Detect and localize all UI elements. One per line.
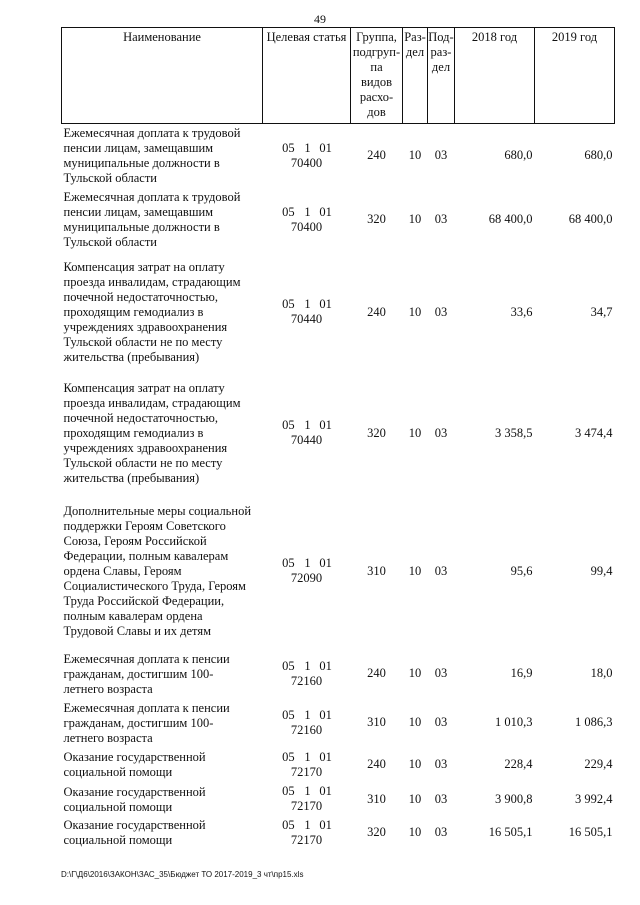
row-name-line: Ежемесячная доплата к пенсии [63, 700, 230, 715]
row-2019: 1 086,3 [575, 715, 613, 729]
code-part: 72170 [290, 799, 323, 813]
table-row [62, 494, 615, 649]
row-name [62, 494, 263, 649]
code-part: 72170 [290, 764, 323, 779]
row-2019: 16 505,1 [568, 825, 613, 839]
row-2019: 680,0 [584, 148, 613, 163]
row-name-line: проезда инвалидам, страдающим [63, 275, 241, 289]
code-part: 70440 [290, 312, 323, 326]
col-header-group-line: подгруп- [352, 45, 401, 59]
row-name-line: пенсии лицам, замещавшим [63, 205, 214, 219]
row-name-line: Трудовой Славы и их детям [63, 624, 211, 638]
row-podrazdel: 03 [434, 666, 448, 680]
row-name-line: социальной помощи [63, 765, 173, 779]
row-name-line: учреждениях здравоохранения [63, 320, 228, 334]
row-name [62, 252, 263, 373]
row-name-line: Союза, Героям Российской [63, 534, 207, 548]
row-2019: 34,7 [590, 304, 613, 319]
row-name-line: Ежемесячная доплата к пенсии [63, 651, 230, 666]
row-name-line: Дополнительные меры социальной [63, 504, 252, 518]
row-target-code [263, 816, 351, 850]
row-razdel: 10 [408, 791, 422, 806]
row-2019: 18,0 [590, 666, 613, 680]
row-name-line: ордена Славы, Героям [63, 564, 182, 578]
row-name [62, 747, 263, 783]
table-row [62, 373, 615, 494]
row-name-line: Ежемесячная доплата к трудовой [63, 190, 241, 204]
row-podrazdel: 03 [434, 757, 448, 771]
budget-table-container [61, 27, 614, 850]
row-name-line: пенсии лицам, замещавшим [63, 141, 214, 156]
row-name-line: Компенсация затрат на оплату [63, 260, 225, 274]
code-part: 01 [319, 556, 332, 570]
row-name-line: Тульской области [63, 171, 157, 186]
code-part: 1 [304, 297, 311, 311]
col-header-razdel [403, 28, 428, 124]
row-name-line: Социалистического Труда, Героям [63, 579, 246, 593]
row-razdel: 10 [408, 715, 422, 729]
row-2019: 3 992,4 [575, 791, 613, 806]
row-razdel: 10 [408, 666, 422, 680]
row-razdel: 10 [408, 757, 422, 771]
code-part: 1 [304, 556, 311, 570]
table-row [62, 816, 615, 850]
col-header-podrazdel-line: дел [431, 60, 451, 74]
row-name-line: летнего возраста [63, 730, 153, 745]
row-name-line: Компенсация затрат на оплату [63, 381, 225, 395]
col-header-razdel-line: дел [405, 45, 425, 59]
code-part: 01 [319, 749, 332, 764]
col-header-group-line: дов [367, 105, 386, 119]
row-target-code [263, 494, 351, 649]
col-header-podrazdel-line: Под- [428, 30, 454, 44]
table-body [62, 124, 615, 850]
table-row [62, 649, 615, 699]
col-header-group-line: расхо- [359, 90, 394, 104]
row-name-line: полным кавалерам ордена [63, 609, 203, 623]
code-part: 01 [319, 784, 332, 798]
code-part: 01 [319, 707, 332, 722]
row-name-line: Труда Российской Федерации, [63, 594, 225, 608]
row-target-code [263, 783, 351, 816]
row-podrazdel: 03 [434, 212, 448, 226]
row-group: 320 [367, 425, 386, 440]
code-part: 70440 [290, 433, 323, 447]
code-part: 1 [304, 784, 311, 798]
row-name-line: проезда инвалидам, страдающим [63, 396, 241, 410]
row-2018: 3 358,5 [495, 425, 533, 440]
col-header-podrazdel [428, 28, 455, 124]
row-group: 310 [367, 563, 386, 578]
row-2018: 95,6 [510, 563, 533, 578]
code-part: 72160 [290, 722, 323, 737]
row-name-line: Тульской области не по месту [63, 456, 223, 470]
code-part: 01 [319, 204, 332, 219]
row-2019: 99,4 [590, 563, 613, 578]
code-part: 05 [282, 817, 295, 832]
code-part: 1 [304, 140, 311, 155]
row-2018: 33,6 [510, 304, 533, 319]
row-podrazdel: 03 [434, 825, 448, 839]
code-part: 05 [282, 658, 295, 673]
row-name-line: муниципальные должности в [63, 220, 220, 234]
row-group: 320 [367, 212, 386, 226]
code-part: 05 [282, 204, 295, 219]
row-group: 310 [367, 715, 386, 729]
row-target-code [263, 747, 351, 783]
row-2019: 68 400,0 [568, 212, 613, 226]
row-group: 240 [367, 148, 386, 163]
row-group: 320 [367, 825, 386, 839]
row-podrazdel: 03 [434, 304, 448, 319]
row-group: 310 [367, 791, 386, 806]
code-part: 05 [282, 556, 295, 570]
table-row [62, 699, 615, 747]
row-2018: 228,4 [504, 757, 533, 771]
col-header-group-line: па [370, 60, 383, 74]
row-razdel: 10 [408, 425, 422, 440]
code-part: 01 [319, 140, 332, 155]
col-header-group-line: Группа, [356, 30, 397, 44]
row-2018: 68 400,0 [488, 212, 533, 226]
row-name-line: Федерации, полным кавалерам [63, 549, 229, 563]
row-name-line: Ежемесячная доплата к трудовой [63, 126, 241, 141]
row-target-code [263, 124, 351, 188]
row-podrazdel: 03 [434, 563, 448, 578]
col-header-2018: 2018 год [455, 28, 535, 124]
row-target-code [263, 373, 351, 494]
code-part: 01 [319, 658, 332, 673]
row-name-line: гражданам, достигшим 100- [63, 666, 214, 681]
code-part: 01 [319, 817, 332, 832]
row-name-line: поддержки Героям Советского [63, 519, 226, 533]
code-part: 72170 [290, 832, 323, 847]
code-part: 05 [282, 707, 295, 722]
row-razdel: 10 [408, 212, 422, 226]
row-razdel: 10 [408, 304, 422, 319]
col-header-razdel-line: Раз- [404, 30, 426, 44]
row-name-line: учреждениях здравоохранения [63, 441, 228, 455]
table-row [62, 124, 615, 188]
row-target-code [263, 699, 351, 747]
table-row [62, 188, 615, 252]
code-part: 72090 [290, 571, 323, 585]
code-part: 70400 [290, 219, 323, 234]
row-2018: 1 010,3 [495, 715, 533, 729]
code-part: 72160 [290, 673, 323, 688]
code-part: 1 [304, 749, 311, 764]
row-2019: 3 474,4 [575, 425, 613, 440]
row-name [62, 816, 263, 850]
row-2019: 229,4 [584, 757, 613, 771]
code-part: 1 [304, 707, 311, 722]
row-podrazdel: 03 [434, 148, 448, 163]
row-name-line: социальной помощи [63, 799, 173, 814]
row-2018: 16,9 [510, 666, 533, 680]
col-header-group-line: видов [360, 75, 393, 89]
row-name-line: Тульской области не по месту [63, 335, 223, 349]
row-name [62, 699, 263, 747]
row-name-line: жительства (пребывания) [63, 350, 200, 364]
row-name-line: летнего возраста [63, 681, 153, 696]
row-name-line: жительства (пребывания) [63, 471, 200, 485]
row-name-line: Оказание государственной [63, 818, 206, 832]
row-target-code [263, 252, 351, 373]
table-header [62, 28, 615, 124]
code-part: 1 [304, 204, 311, 219]
row-podrazdel: 03 [434, 791, 448, 806]
row-razdel: 10 [408, 148, 422, 163]
table-row [62, 747, 615, 783]
row-target-code [263, 649, 351, 699]
row-group: 240 [367, 757, 386, 771]
budget-table [61, 27, 615, 850]
table-row [62, 783, 615, 816]
row-2018: 16 505,1 [488, 825, 533, 839]
row-group: 240 [367, 304, 386, 319]
row-target-code [263, 188, 351, 252]
code-part: 05 [282, 140, 295, 155]
col-header-name: Наименование [62, 28, 263, 124]
code-part: 70400 [290, 155, 323, 170]
code-part: 1 [304, 658, 311, 673]
row-name [62, 188, 263, 252]
footer-file-path: D:\Г\Д6\2016\ЗАКОН\ЗАС_35\Бюджет ТО 2017-2019_3 чт\пр15.xls [61, 870, 304, 879]
row-name-line: Тульской области [63, 235, 157, 249]
code-part: 1 [304, 418, 311, 432]
row-2018: 680,0 [504, 148, 533, 163]
row-podrazdel: 03 [434, 425, 448, 440]
row-podrazdel: 03 [434, 715, 448, 729]
row-name-line: почечной недостаточностью, [63, 411, 218, 425]
row-name-line: гражданам, достигшим 100- [63, 715, 214, 730]
code-part: 05 [282, 784, 295, 798]
row-name-line: почечной недостаточностью, [63, 290, 218, 304]
row-name-line: Оказание государственной [63, 750, 206, 764]
row-name [62, 783, 263, 816]
code-part: 1 [304, 817, 311, 832]
row-name-line: социальной помощи [63, 833, 173, 847]
col-header-podrazdel-line: раз- [430, 45, 452, 59]
page-number: 49 [314, 12, 326, 26]
row-name [62, 649, 263, 699]
code-part: 05 [282, 297, 295, 311]
col-header-group [351, 28, 403, 124]
row-name [62, 373, 263, 494]
row-name [62, 124, 263, 188]
row-name-line: проходящим гемодиализ в [63, 305, 204, 319]
code-part: 05 [282, 418, 295, 432]
row-2018: 3 900,8 [495, 791, 533, 806]
row-razdel: 10 [408, 825, 422, 839]
table-row [62, 252, 615, 373]
row-razdel: 10 [408, 563, 422, 578]
col-header-2019: 2019 год [535, 28, 615, 124]
row-name-line: Оказание государственной [63, 784, 206, 799]
code-part: 01 [319, 418, 332, 432]
row-name-line: проходящим гемодиализ в [63, 426, 204, 440]
col-header-target: Целевая статья [263, 28, 351, 124]
row-group: 240 [367, 666, 386, 680]
row-name-line: муниципальные должности в [63, 156, 220, 171]
code-part: 01 [319, 297, 332, 311]
code-part: 05 [282, 749, 295, 764]
